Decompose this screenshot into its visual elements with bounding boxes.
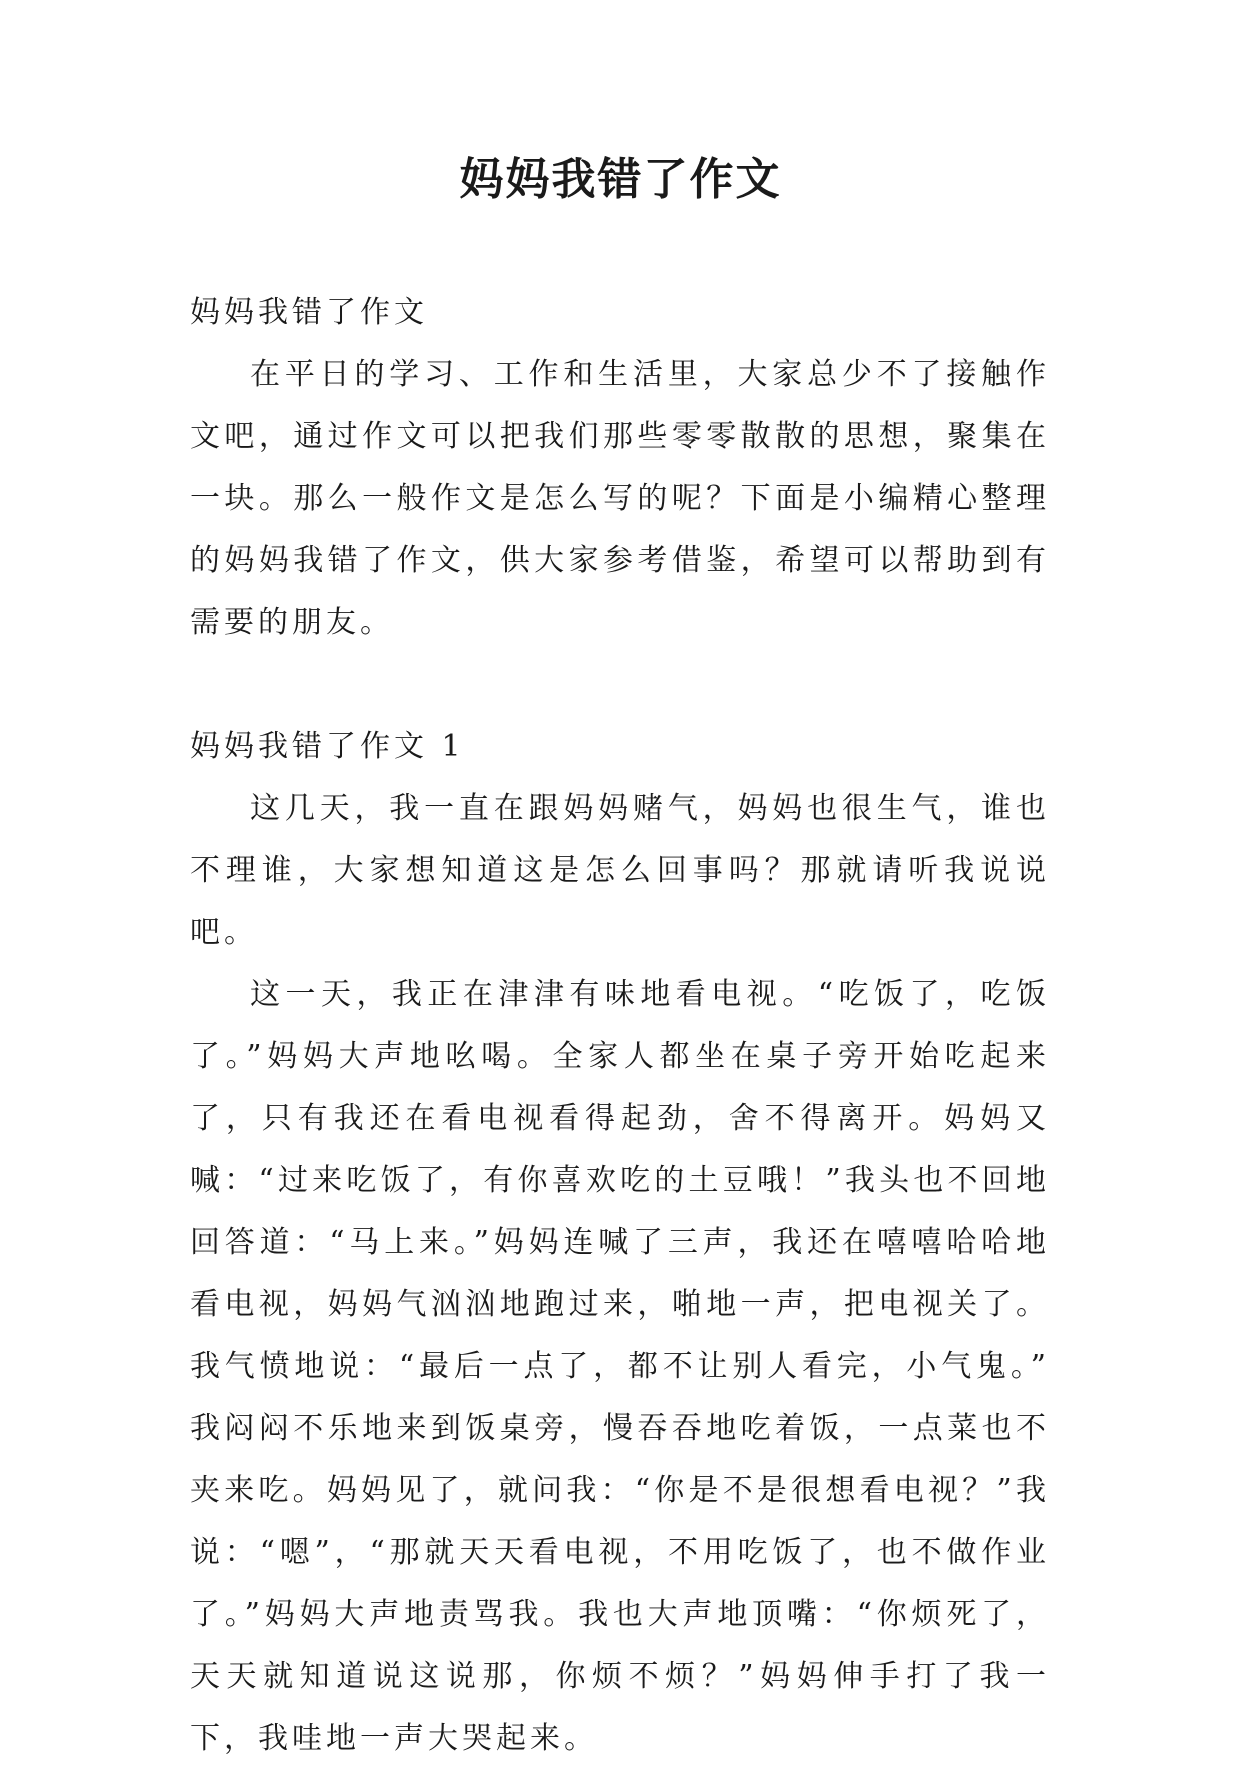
intro-heading: 妈妈我错了作文 [190, 295, 428, 330]
document-body [190, 282, 1050, 1770]
section-gap [190, 654, 1050, 716]
intro-paragraph: 在平日的学习、工作和生活里，大家总少不了接触作文吧，通过作文可以把我们那些零零散散的思想，聚集在一块。那么一般作文是怎么写的呢？下面是小编精心整理的妈妈我错了作文，供大家参考借鉴，希望可以帮助到有需要的朋友。 [190, 357, 1050, 640]
document-title: 妈妈我错了作文 [459, 154, 782, 205]
section-paragraph: 这一天，我正在津津有味地看电视。“吃饭了，吃饭了。”妈妈大声地吆喝。全家人都坐在桌子旁开始吃起来了，只有我还在看电视看得起劲，舍不得离开。妈妈又喊：“过来吃饭了，有你喜欢吃的土豆哦！”我头也不回地回答道：“马上来。”妈妈连喊了三声，我还在嘻嘻哈哈地看电视，妈妈气汹汹地跑过来，啪地一声，把电视关了。我气愤地说：“最后一点了，都不让别人看完，小气鬼。” 我闷闷不乐地来到饭桌旁，慢吞吞地吃着饭，一点菜也不夹来吃。妈妈见了，就问我：“你是不是很想看电视？”我说：“嗯”，“那就天天看电视，不用吃饭了，也不做作业了。”妈妈大声地责骂我。我也大声地顶嘴：“你烦死了，天天就知道说这说那，你烦不烦？”妈妈伸手打了我一下，我哇地一声大哭起来。 [190, 977, 1050, 1756]
section-heading: 妈妈我错了作文 1 [190, 729, 465, 764]
section-paragraph: 这几天，我一直在跟妈妈赌气，妈妈也很生气，谁也不理谁，大家想知道这是怎么回事吗？那就请听我说说吧。 [190, 791, 1050, 950]
